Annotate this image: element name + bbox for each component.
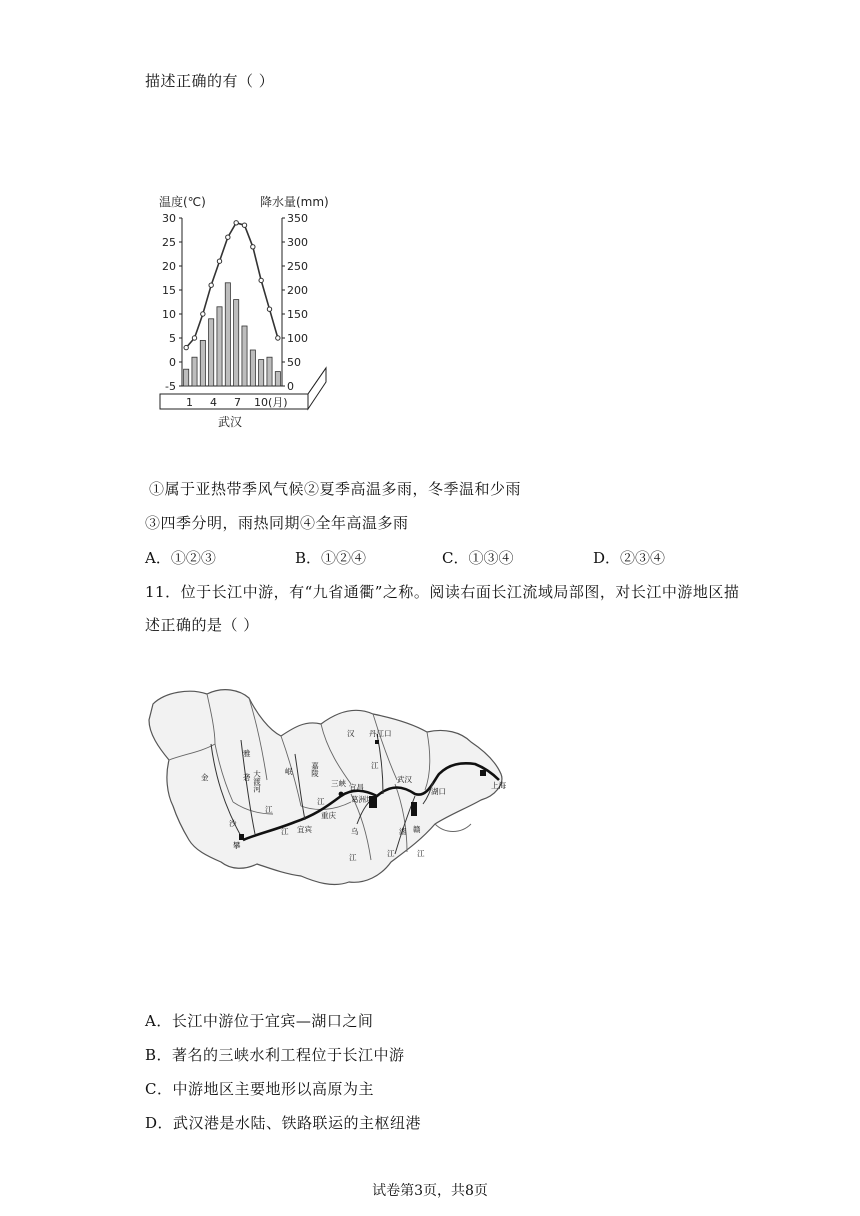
label-wu: 乌 [351,827,359,836]
label-long: 砻 [243,773,251,782]
label-min: 岷 [285,767,293,776]
temperature-point-month-10 [259,278,263,282]
label-jin: 金 [201,773,209,782]
right-tick-label: 150 [287,308,308,321]
q10-option-b[interactable]: B．①②④ [295,549,367,567]
label-sanxia: 三峡 [331,779,346,788]
q10-statements-line1: ①属于亚热带季风气候②夏季高温多雨，冬季温和少雨 [149,480,522,498]
left-tick-label: -5 [165,380,176,393]
temperature-point-month-9 [251,245,255,249]
precipitation-bar-month-4 [209,319,214,386]
label-yibin: 宜宾 [297,825,312,834]
label-dadu: 大渡河 [252,770,262,793]
temperature-point-month-6 [226,235,230,239]
right-tick-label: 0 [287,380,294,393]
precipitation-bar-month-10 [259,360,264,386]
q11-option-d[interactable]: D．武汉港是水陆、铁路联运的主枢纽港 [145,1114,422,1132]
temperature-line [186,223,278,348]
right-axis-label: 降水量(mm) [260,195,329,209]
page-footer: 试卷第3页，共8页 [372,1183,488,1199]
label-wuhan: 武汉 [397,775,412,784]
q10-stem-tail: 描述正确的有（ ） [145,72,275,90]
erhai-marker [239,834,244,840]
q10-option-a[interactable]: A．①②③ [145,549,216,567]
left-tick-label: 5 [169,332,176,345]
label-jiang-d: 江 [371,761,379,770]
precipitation-bar-month-6 [225,283,230,386]
label-yichang: 宜昌 [349,783,364,792]
temperature-point-month-7 [234,221,238,225]
label-xiang: 湘 [399,827,407,836]
q11-option-c[interactable]: C．中游地区主要地形以高原为主 [145,1080,374,1098]
label-shanghai: 上海 [491,781,506,790]
q10-option-c[interactable]: C．①③④ [442,549,514,567]
x-tick-4: 4 [210,396,217,409]
precipitation-bar-month-2 [192,357,197,386]
right-tick-label: 100 [287,332,308,345]
left-tick-label: 0 [169,356,176,369]
wuhan-climate-chart [150,188,340,438]
temperature-point-month-4 [209,283,213,287]
left-tick-label: 25 [162,236,176,249]
temperature-point-month-12 [276,336,280,340]
right-tick-label: 300 [287,236,308,249]
left-tick-label: 15 [162,284,176,297]
label-panzhihua: 攀 [233,841,241,850]
precipitation-bar-month-8 [242,326,247,386]
label-chongqing: 重庆 [321,811,336,820]
temperature-point-month-8 [242,223,246,227]
label-gezhouba: 葛洲坝 [351,795,374,804]
precipitation-bar-month-3 [200,340,205,386]
shanghai-marker [480,770,486,776]
q11-option-a[interactable]: A．长江中游位于宜宾—湖口之间 [145,1012,374,1030]
precipitation-bar-month-5 [217,307,222,386]
yangtze-basin-map [145,684,510,892]
q11-stem-line1: 11．位于长江中游，有“九省通衢”之称。阅读右面长江流域局部图，对长江中游地区描 [145,583,740,601]
temperature-point-month-11 [267,307,271,311]
right-tick-label: 250 [287,260,308,273]
label-jiang-c: 江 [317,797,325,806]
q10-statements-line2: ③四季分明，雨热同期④全年高温多雨 [145,514,409,532]
precipitation-bar-month-12 [275,372,280,386]
temperature-point-month-5 [217,259,221,263]
precipitation-bar-month-1 [184,369,189,386]
x-tick-10: 10(月) [254,396,288,409]
right-tick-label: 50 [287,356,301,369]
label-jiang-b: 江 [281,827,289,836]
label-jiang-e: 江 [349,853,357,862]
temperature-point-month-2 [192,336,196,340]
left-tick-label: 20 [162,260,176,273]
precipitation-bar-month-9 [250,350,255,386]
label-gan: 赣 [413,825,421,834]
location-label: 武汉 [218,415,243,429]
label-jialing: 嘉陵 [310,762,320,777]
label-jiang-a: 江 [265,805,273,814]
temperature-point-month-3 [201,312,205,316]
label-han: 汉 [347,729,355,738]
label-sha: 沙 [229,819,237,828]
sanxia-dam-marker [339,792,344,797]
q11-option-b[interactable]: B．著名的三峡水利工程位于长江中游 [145,1046,405,1064]
poyang-lake [411,802,417,816]
left-tick-label: 10 [162,308,176,321]
q11-stem-line2: 述正确的是（ ） [145,616,259,634]
label-ya: 雅 [243,749,251,758]
right-tick-label: 350 [287,212,308,225]
danjiangkou-reservoir [375,740,379,744]
precipitation-bar-month-11 [267,357,272,386]
x-tick-7: 7 [234,396,241,409]
temperature-point-month-1 [184,345,188,349]
label-hukou: 湖口 [431,787,446,796]
chart-base-side [308,368,326,409]
label-danjiangkou: 丹江口 [369,729,392,738]
precipitation-bar-month-7 [234,300,239,386]
left-axis-label: 温度(℃) [159,195,206,209]
left-tick-label: 30 [162,212,176,225]
label-jiang-f: 江 [387,849,395,858]
right-tick-label: 200 [287,284,308,297]
q10-options [145,547,745,569]
label-jiang-g: 江 [417,849,425,858]
x-tick-1: 1 [186,396,193,409]
q10-option-d[interactable]: D．②③④ [593,549,666,567]
